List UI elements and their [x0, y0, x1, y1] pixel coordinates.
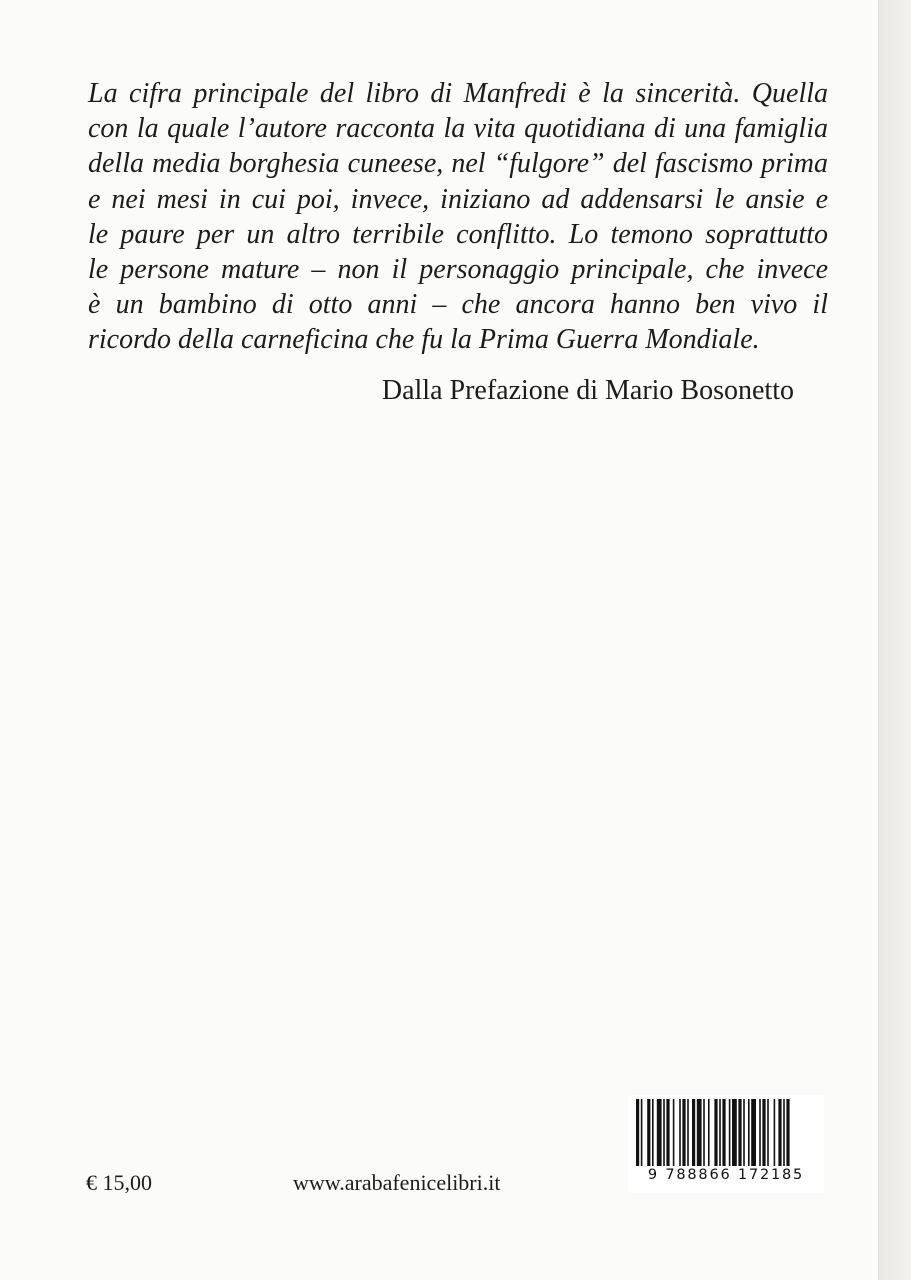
blurb-line: La cifra principale del libro di Manfredi è la sincerità. Quella [88, 78, 828, 109]
isbn-barcode [628, 1095, 824, 1193]
price-label: € 15,00 [86, 1170, 152, 1195]
preface-attribution: Dalla Prefazione di Mario Bosonetto [381, 375, 794, 406]
blurb-line: ricordo della carneficina che fu la Prima Guerra Mondiale. [88, 324, 760, 356]
blurb-line: è un bambino di otto anni – che ancora hanno ben vivo il [88, 289, 828, 321]
blurb-line: della media borghesia cuneese, nel “fulgore” del fascismo prima [88, 148, 828, 180]
blurb-line: con la quale l’autore racconta la vita quotidiana di una famiglia [88, 113, 828, 145]
blurb-line: e nei mesi in cui poi, invece, iniziano ad addensarsi le ansie e [88, 183, 828, 215]
blurb-line: le persone mature – non il personaggio principale, che invece [88, 254, 828, 286]
page-edge [878, 0, 911, 1280]
blurb-text [88, 76, 828, 358]
publisher-website: www.arabafenicelibri.it [293, 1170, 501, 1195]
barcode-digits: 9 788866 172185 [628, 1166, 824, 1184]
blurb-line: le paure per un altro terribile conflitto. Lo temono soprattutto [88, 218, 828, 250]
